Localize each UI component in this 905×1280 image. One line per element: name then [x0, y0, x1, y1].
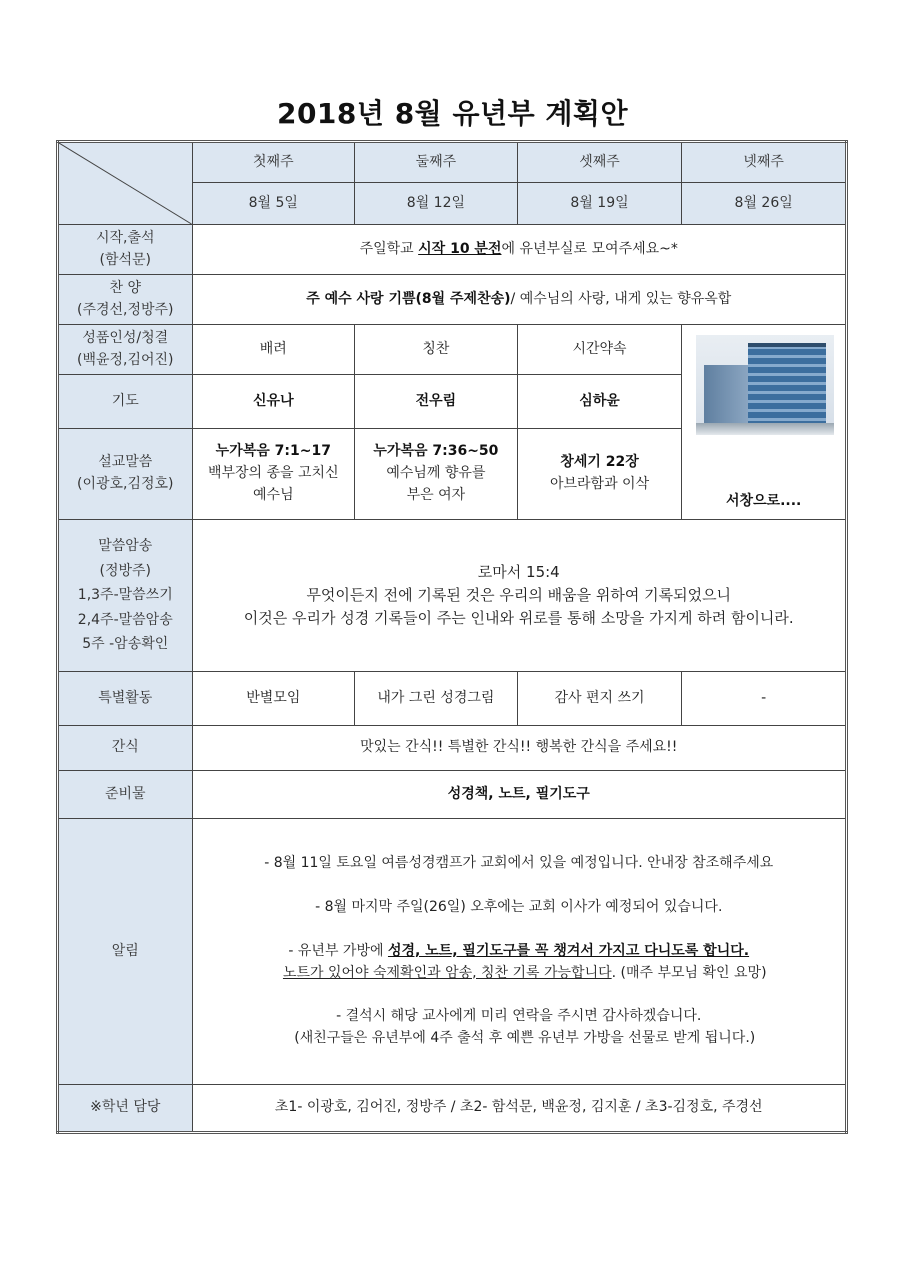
week-name: 넷째주 [682, 142, 847, 183]
snack-text: 맛있는 간식!! 특별한 간식!! 행복한 간식을 주세요!! [192, 726, 847, 771]
praise-theme-song: 주 예수 사랑 기쁨(8월 주제찬송) [306, 290, 511, 307]
character-label [58, 325, 193, 375]
start-label [58, 225, 193, 275]
memory-verse-cell [192, 520, 847, 672]
grades-label: ※학년 담당 [58, 1085, 193, 1133]
notice-item3-underlined: 노트가 있어야 숙제확인과 암송, 칭찬 기록 가능합니다 [282, 964, 612, 981]
sermon-label [58, 429, 193, 520]
sermon-title-line2: 예수님 [253, 486, 294, 503]
supplies-label: 준비물 [58, 771, 193, 819]
building-ground-shape [696, 423, 834, 435]
snack-label: 간식 [58, 726, 193, 771]
memory-verse-reference: 로마서 15:4 [477, 562, 560, 581]
prayer-cell: 신유나 [192, 375, 355, 429]
prayer-label: 기도 [58, 375, 193, 429]
week-date: 8월 12일 [355, 183, 518, 225]
character-row [58, 325, 847, 375]
corner-cell [58, 142, 193, 225]
prayer-cell: 심하윤 [517, 375, 682, 429]
sermon-title-line1: 예수님께 향유를 [386, 465, 486, 482]
memory-verse-line2: 이것은 우리가 성경 기록들이 주는 인내와 위로를 통해 소망을 가지게 하려 함이니라. [243, 609, 794, 628]
sermon-reference: 누가복음 7:36~50 [373, 443, 499, 460]
memory-row [58, 520, 847, 672]
activity-cell: 감사 편지 쓰기 [517, 672, 682, 726]
sermon-reference: 누가복음 7:1~17 [215, 443, 331, 460]
memory-label-line: 2,4주-말씀암송 [77, 611, 173, 628]
praise-row [58, 275, 847, 325]
notice-item4-line2: (새친구들은 유년부에 4주 출석 후 예쁜 유년부 가방을 선물로 받게 됩니다.) [294, 1029, 756, 1046]
notice-item [197, 941, 842, 963]
week-name: 둘째주 [355, 142, 518, 183]
activity-cell: 내가 그린 성경그림 [355, 672, 518, 726]
page-title: 2018년 8월 유년부 계획안 [276, 97, 629, 130]
memory-verse-line1: 무엇이든지 전에 기록된 것은 우리의 배움을 위하여 기록되었으니 [306, 585, 732, 604]
week-name: 셋째주 [517, 142, 682, 183]
memory-label-line: 5주 -암송확인 [82, 636, 169, 653]
week-date: 8월 19일 [517, 183, 682, 225]
character-cell: 칭찬 [355, 325, 518, 375]
supplies-text: 성경책, 노트, 필기도구 [192, 771, 847, 819]
notice-content [192, 819, 847, 1085]
sermon-reference: 창세기 22장 [560, 454, 639, 471]
notice-item: - 8월 11일 토요일 여름성경캠프가 교회에서 있을 예정입니다. 안내장 참조해주세요 [264, 855, 774, 872]
memory-label-line: (정방주) [99, 562, 151, 579]
notice-item3-line2 [197, 963, 842, 985]
sermon-title-line1: 백부장의 종을 고치신 [207, 465, 339, 482]
character-cell: 배려 [192, 325, 355, 375]
notice-item: - 결석시 해당 교사에게 미리 연락을 주시면 감사하겠습니다. [336, 1008, 702, 1025]
diagonal-line [59, 143, 192, 224]
building-wing-shape [704, 365, 752, 427]
praise-label [58, 275, 193, 325]
week-date: 8월 26일 [682, 183, 847, 225]
activity-label: 특별활동 [58, 672, 193, 726]
notice-row [58, 819, 847, 1085]
activity-row [58, 672, 847, 726]
start-text-emphasis: 시작 10 분전 [418, 240, 502, 257]
memory-label-line: 1,3주-말씀쓰기 [77, 587, 173, 604]
activity-cell: 반별모임 [192, 672, 355, 726]
sermon-label-line2: (이광호,김정호) [76, 476, 174, 492]
week-date: 8월 5일 [192, 183, 355, 225]
plan-table [56, 140, 848, 1134]
start-row [58, 225, 847, 275]
sermon-cell [355, 429, 518, 520]
sermon-title-line1: 아브라함과 이삭 [549, 476, 650, 492]
notice-item3-prefix: - 유년부 가방에 [288, 942, 388, 959]
praise-label-line1: 찬 양 [109, 279, 141, 296]
start-label-line2: (함석문) [99, 251, 151, 268]
character-label-line2: (백윤정,김어진) [76, 351, 174, 368]
start-text-before: 주일학교 [359, 240, 419, 257]
character-cell: 시간약속 [517, 325, 682, 375]
sermon-label-line1: 설교말씀 [98, 454, 153, 471]
memory-label-line: 말씀암송 [98, 538, 153, 555]
photo-caption: 서창으로.... [725, 493, 802, 510]
photo-cell [682, 325, 847, 520]
grades-row [58, 1085, 847, 1133]
sermon-cell [192, 429, 355, 520]
sermon-title-line2: 부은 여자 [406, 486, 466, 503]
prayer-cell: 전우림 [355, 375, 518, 429]
notice-item: - 8월 마지막 주일(26일) 오후에는 교회 이사가 예정되어 있습니다. [315, 899, 723, 916]
praise-label-line2: (주경선,정방주) [76, 301, 174, 318]
sermon-cell [517, 429, 682, 520]
character-label-line1: 성품인성/청결 [82, 329, 169, 346]
week-name: 첫째주 [192, 142, 355, 183]
start-text [192, 225, 847, 275]
praise-text [192, 275, 847, 325]
snack-row [58, 726, 847, 771]
grades-text: 초1- 이광호, 김어진, 정방주 / 초2- 함석문, 백윤정, 김지훈 / 초3-김정호, 주경선 [192, 1085, 847, 1133]
notice-label: 알림 [58, 819, 193, 1085]
start-label-line1: 시작,출석 [95, 229, 155, 246]
memory-label [58, 520, 193, 672]
church-building-image [696, 335, 834, 435]
start-text-after: 에 유년부실로 모여주세요~* [501, 240, 678, 257]
notice-item3-rest: . (매주 부모님 확인 요망) [611, 964, 767, 981]
week-header-row [58, 142, 847, 183]
notice-item3-emphasis: 성경, 노트, 필기도구를 꼭 챙겨서 가지고 다니도록 합니다. [387, 942, 750, 959]
activity-cell: - [682, 672, 847, 726]
supplies-row [58, 771, 847, 819]
praise-songs: / 예수님의 사랑, 내게 있는 향유옥합 [510, 290, 732, 307]
building-main-shape [748, 347, 826, 427]
